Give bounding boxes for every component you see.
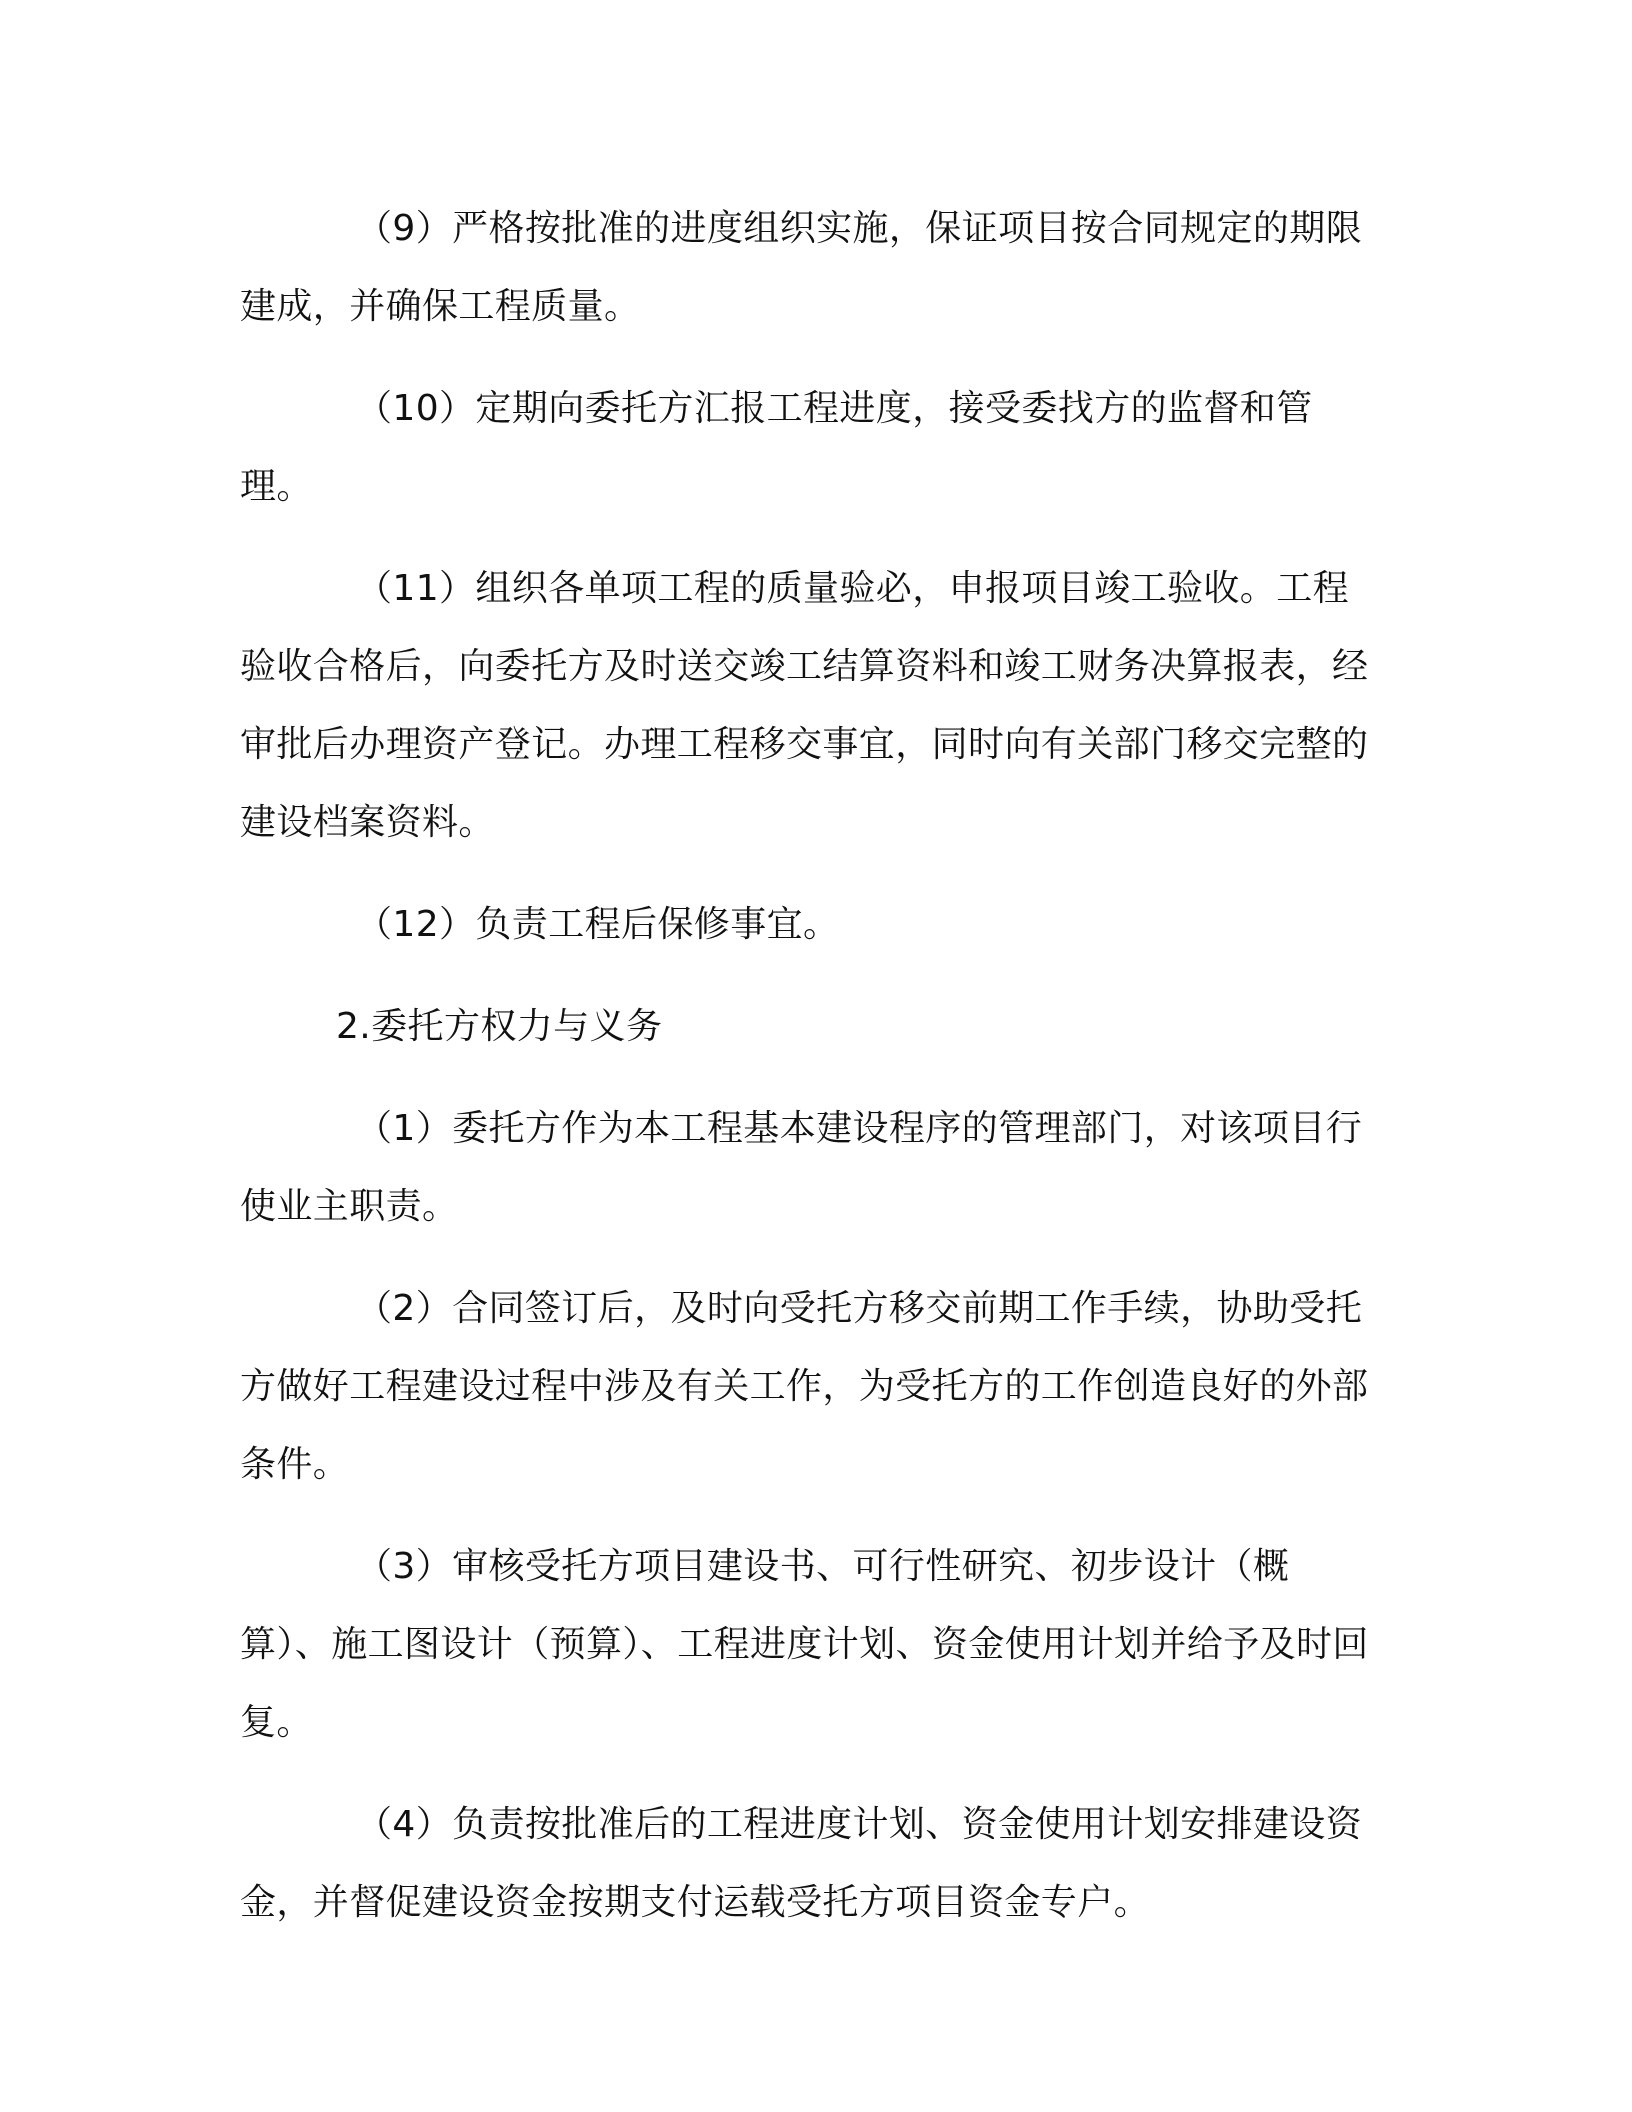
section-paragraph-3: （3）审核受托方项目建设书、可行性研究、初步设计（概算）、施工图设计（预算）、工程进度计划、资金使用计划并给予及时回复。 xyxy=(240,1546,1369,1743)
paragraph-item-9: （9）严格按批准的进度组织实施，保证项目按合同规定的期限建成，并确保工程质量。 xyxy=(240,208,1363,327)
paragraph-item-11: （11）组织各单项工程的质量验必，申报项目竣工验收。工程验收合格后，向委托方及时送交竣工结算资料和竣工财务决算报表，经审批后办理资产登记。办理工程移交事宜，同时向有关部门移交完整的建设档案资料。 xyxy=(240,568,1369,843)
section-paragraph-2: （2）合同签订后，及时向受托方移交前期工作手续，协助受托方做好工程建设过程中涉及有关工作，为受托方的工作创造良好的外部条件。 xyxy=(240,1288,1369,1485)
section-paragraph-1: （1）委托方作为本工程基本建设程序的管理部门，对该项目行使业主职责。 xyxy=(240,1108,1363,1227)
section-heading: 2.委托方权力与义务 xyxy=(336,1006,663,1047)
document-body xyxy=(240,190,1370,1966)
paragraph-item-12: （12）负责工程后保修事宜。 xyxy=(356,904,840,945)
paragraph-item-10: （10）定期向委托方汇报工程进度，接受委找方的监督和管理。 xyxy=(240,388,1313,507)
section-paragraph-4: （4）负责按批准后的工程进度计划、资金使用计划安排建设资金，并督促建设资金按期支付运载受托方项目资金专户。 xyxy=(240,1804,1363,1923)
